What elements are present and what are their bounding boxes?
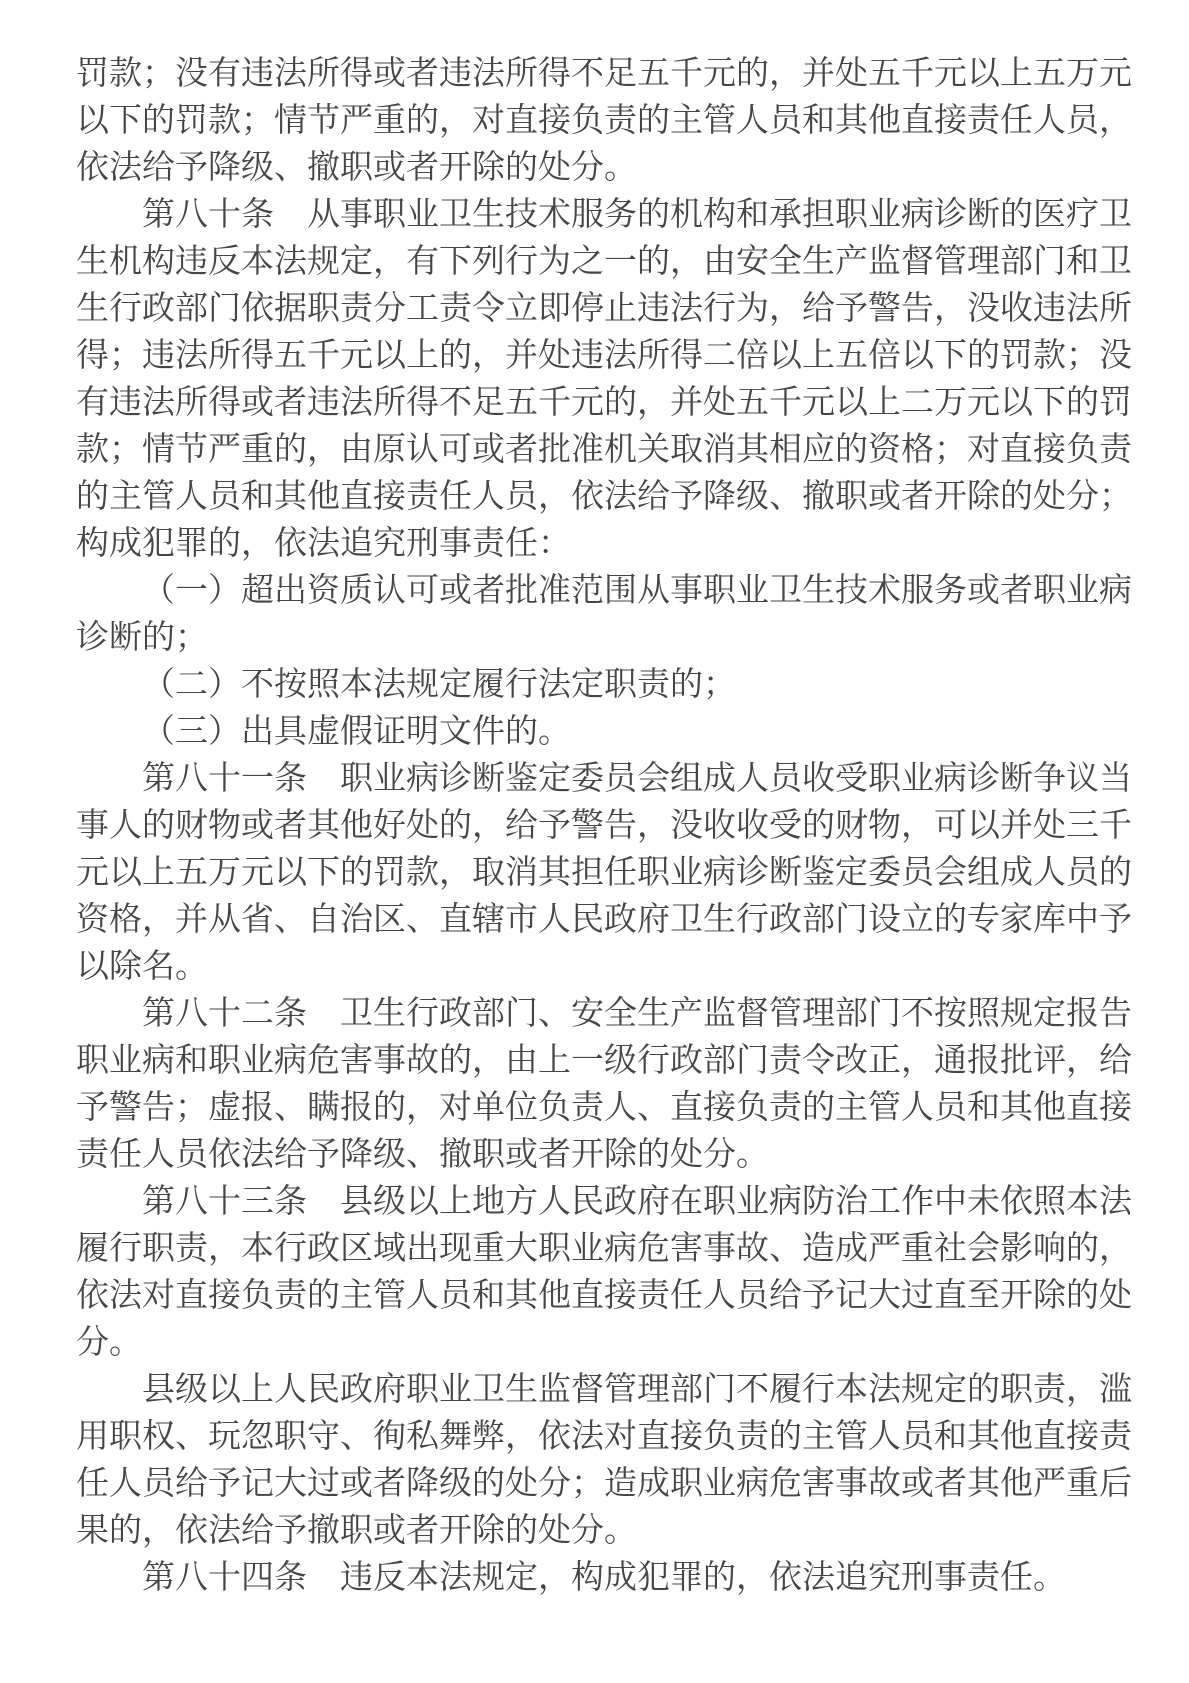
paragraph-article-82: 第八十二条 卫生行政部门、安全生产监督管理部门不按照规定报告职业病和职业病危害事故的，由上一级行政部门责令改正，通报批评，给予警告；虚报、瞒报的，对单位负责人、直接负责的主管人员和其他直接责任人员依法给予降级、撤职或者开除的处分。 (76, 994, 1132, 1172)
paragraph-article-83-2: 县级以上人民政府职业卫生监督管理部门不履行本法规定的职责，滥用职权、玩忽职守、徇私舞弊，依法对直接负责的主管人员和其他直接责任人员给予记大过或者降级的处分；造成职业病危害事故或者其他严重后果的，依法给予撤职或者开除的处分。 (76, 1370, 1132, 1548)
paragraph-article-80: 第八十条 从事职业卫生技术服务的机构和承担职业病诊断的医疗卫生机构违反本法规定，有下列行为之一的，由安全生产监督管理部门和卫生行政部门依据职责分工责令立即停止违法行为，给予警告，没收违法所得；违法所得五千元以上的，并处违法所得二倍以上五倍以下的罚款；没有违法所得或者违法所得不足五千元的，并处五千元以上二万元以下的罚款；情节严重的，由原认可或者批准机关取消其相应的资格；对直接负责的主管人员和其他直接责任人员，依法给予降级、撤职或者开除的处分；构成犯罪的，依法追究刑事责任： (76, 195, 1132, 561)
paragraph-article-83-1: 第八十三条 县级以上地方人民政府在职业病防治工作中未依照本法履行职责，本行政区域出现重大职业病危害事故、造成严重社会影响的，依法对直接负责的主管人员和其他直接责任人员给予记大过直至开除的处分。 (76, 1182, 1132, 1360)
list-item-1: （一）超出资质认可或者批准范围从事职业卫生技术服务或者职业病诊断的； (76, 571, 1132, 655)
paragraph-article-81: 第八十一条 职业病诊断鉴定委员会组成人员收受职业病诊断争议当事人的财物或者其他好处的，给予警告，没收收受的财物，可以并处三千元以上五万元以下的罚款，取消其担任职业病诊断鉴定委员会组成人员的资格，并从省、自治区、直辖市人民政府卫生行政部门设立的专家库中予以除名。 (76, 759, 1132, 984)
paragraph-continuation: 罚款；没有违法所得或者违法所得不足五千元的，并处五千元以上五万元以下的罚款；情节严重的，对直接负责的主管人员和其他直接责任人员，依法给予降级、撤职或者开除的处分。 (76, 54, 1132, 185)
list-item-2: （二）不按照本法规定履行法定职责的； (142, 665, 736, 702)
paragraph-article-84: 第八十四条 违反本法规定，构成犯罪的，依法追究刑事责任。 (142, 1558, 1066, 1595)
paragraphs-container (76, 49, 1132, 1600)
list-item-3: （三）出具虚假证明文件的。 (142, 712, 571, 749)
